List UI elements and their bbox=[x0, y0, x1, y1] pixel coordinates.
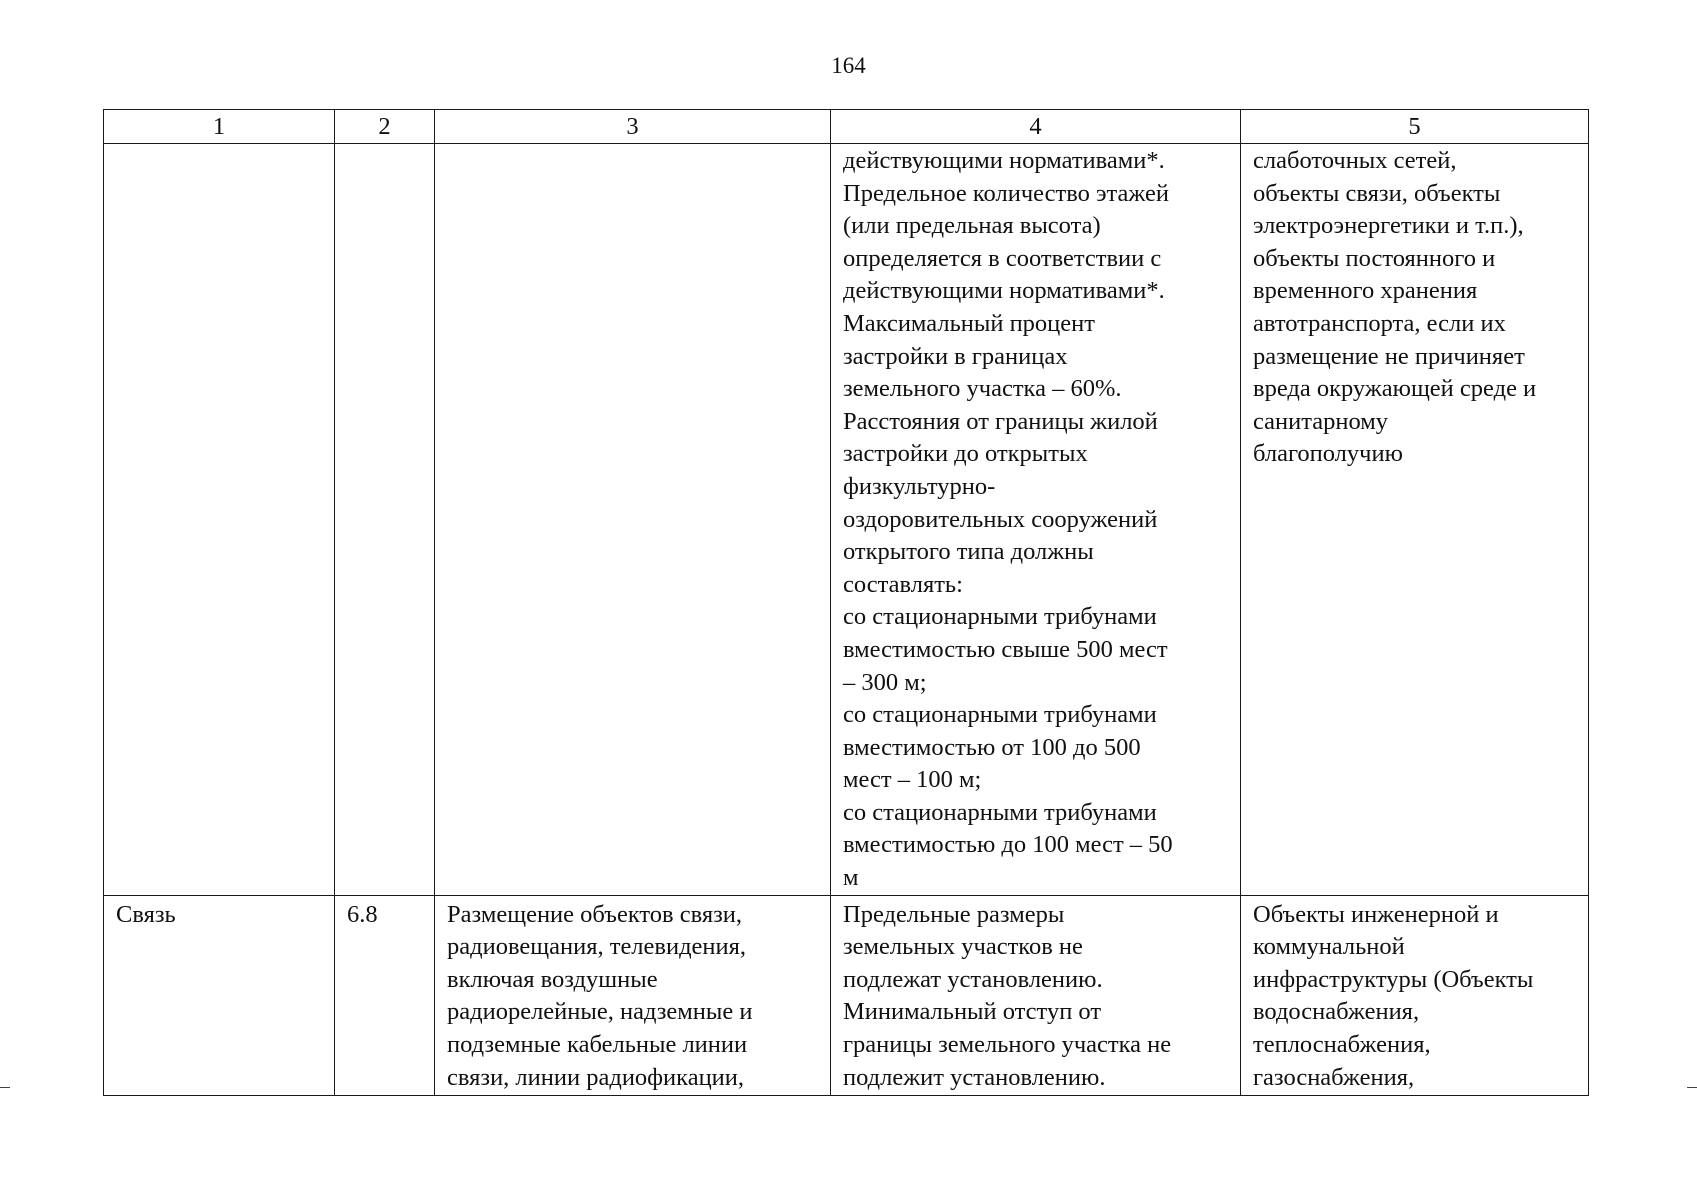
table-header-row bbox=[104, 110, 1589, 144]
cell-text-line: вреда окружающей среде и bbox=[1253, 375, 1537, 403]
cell-text-line: мест – 100 м; bbox=[843, 766, 982, 794]
cell-text-line: м bbox=[843, 864, 859, 892]
cell-text-line: Связь bbox=[116, 900, 176, 928]
cell-text-line: вместимостью свыше 500 мест bbox=[843, 635, 1168, 663]
cell-text-line: 6.8 bbox=[347, 900, 378, 928]
cell-text-line: Объекты инженерной и bbox=[1253, 900, 1499, 928]
table-row bbox=[104, 895, 1589, 1095]
cell-text-line: со стационарными трибунами bbox=[843, 603, 1157, 631]
cell-text-line: подлежат установлению. bbox=[843, 965, 1103, 993]
cell-auxiliary-uses bbox=[1241, 895, 1589, 1095]
right-margin-mark bbox=[1687, 1087, 1697, 1088]
cell-text-line: действующими нормативами*. bbox=[843, 147, 1165, 174]
cell-text-line: оздоровительных сооружений bbox=[843, 505, 1158, 533]
cell-text-line: застройки до открытых bbox=[843, 440, 1088, 468]
cell-text-line: связи, линии радиофикации, bbox=[447, 1063, 745, 1091]
cell-text-line: определяется в соответствии с bbox=[843, 244, 1162, 272]
cell-text-line: коммунальной bbox=[1253, 933, 1405, 961]
cell-text-line: инфраструктуры (Объекты bbox=[1253, 965, 1534, 993]
cell-text-line: газоснабжения, bbox=[1253, 1063, 1415, 1091]
cell-text-line: земельных участков не bbox=[843, 933, 1083, 961]
table-row bbox=[104, 144, 1589, 896]
cell-text-line: подлежит установлению. bbox=[843, 1063, 1106, 1091]
cell-text-line: (или предельная высота) bbox=[843, 212, 1101, 240]
header-col-2: 2 bbox=[335, 110, 435, 144]
cell-text-line: санитарному bbox=[1253, 407, 1389, 435]
cell-text-line: водоснабжения, bbox=[1253, 998, 1420, 1026]
header-col-3: 3 bbox=[435, 110, 831, 144]
cell-text-line: вместимостью от 100 до 500 bbox=[843, 733, 1141, 761]
cell-text-line: Максимальный процент bbox=[843, 309, 1095, 337]
cell-text-line: со стационарными трибунами bbox=[843, 798, 1157, 826]
cell-text-line: объекты постоянного и bbox=[1253, 244, 1496, 272]
cell-text-line: застройки в границах bbox=[843, 342, 1068, 370]
cell-text-line: Минимальный отступ от bbox=[843, 998, 1102, 1026]
cell-text-line: электроэнергетики и т.п.), bbox=[1253, 212, 1524, 240]
cell-code bbox=[335, 895, 435, 1095]
cell-text-line: благополучию bbox=[1253, 440, 1403, 468]
cell-text-line: открытого типа должны bbox=[843, 538, 1094, 566]
cell-text-line: объекты связи, объекты bbox=[1253, 179, 1501, 207]
cell-text-line: размещение не причиняет bbox=[1253, 342, 1525, 370]
cell-description bbox=[435, 895, 831, 1095]
cell-text-line: Предельные размеры bbox=[843, 900, 1065, 928]
cell-text-line: Расстояния от границы жилой bbox=[843, 407, 1158, 435]
cell-text-line: Размещение объектов связи, bbox=[447, 900, 743, 928]
cell-text-line: подземные кабельные линии bbox=[447, 1031, 748, 1059]
left-margin-mark bbox=[0, 1087, 10, 1088]
cell-text-line: теплоснабжения, bbox=[1253, 1031, 1431, 1059]
cell-text-line: со стационарными трибунами bbox=[843, 701, 1157, 729]
header-col-4: 4 bbox=[831, 110, 1241, 144]
cell-text-line: слаботочных сетей, bbox=[1253, 147, 1457, 174]
header-col-1: 1 bbox=[104, 110, 335, 144]
cell-text-line: радиорелейные, надземные и bbox=[447, 998, 753, 1026]
cell-text-line: земельного участка – 60%. bbox=[843, 375, 1122, 403]
cell-auxiliary-uses bbox=[1241, 144, 1589, 896]
cell-text-line: Предельное количество этажей bbox=[843, 179, 1169, 207]
cell-text-line: составлять: bbox=[843, 570, 963, 598]
cell-text-line: границы земельного участка не bbox=[843, 1031, 1172, 1059]
cell-text-line: действующими нормативами*. bbox=[843, 277, 1165, 305]
cell-text-line: автотранспорта, если их bbox=[1253, 309, 1506, 337]
cell-parameters bbox=[831, 144, 1241, 896]
cell-text-line: вместимостью до 100 мест – 50 bbox=[843, 831, 1173, 859]
header-col-5: 5 bbox=[1241, 110, 1589, 144]
cell-text-line: временного хранения bbox=[1253, 277, 1478, 305]
cell-land-use-name bbox=[104, 144, 335, 896]
cell-text-line: – 300 м; bbox=[843, 668, 927, 696]
cell-code bbox=[335, 144, 435, 896]
cell-description bbox=[435, 144, 831, 896]
cell-text-line: физкультурно- bbox=[843, 472, 996, 500]
cell-parameters bbox=[831, 895, 1241, 1095]
zoning-table bbox=[103, 109, 1589, 1096]
cell-text-line: включая воздушные bbox=[447, 965, 658, 993]
cell-land-use-name bbox=[104, 895, 335, 1095]
page-number: 164 bbox=[831, 53, 866, 78]
cell-text-line: радиовещания, телевидения, bbox=[447, 933, 747, 961]
